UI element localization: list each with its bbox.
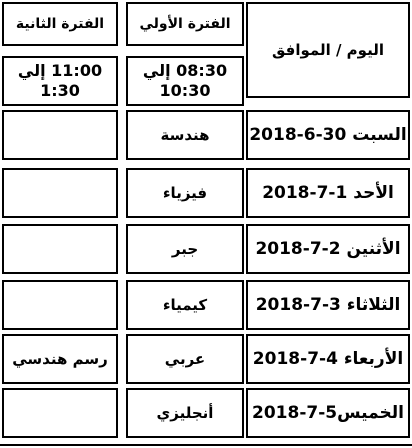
cell-period-2-row-6 — [2, 388, 118, 438]
time-period-2-start: 11:00 إلي — [17, 61, 103, 80]
header-day-date — [246, 2, 410, 98]
cell-day-row-5 — [246, 334, 410, 384]
cell-period-2-row-1 — [2, 110, 118, 160]
subject-period-1-row-4: كيمياء — [162, 296, 208, 314]
day-date-row-1: السبت 30-6-2018 — [249, 125, 407, 145]
cell-day-row-1 — [246, 110, 410, 160]
cell-day-row-2 — [246, 168, 410, 218]
header-period-2-label: الفترة الثانية — [15, 16, 105, 32]
cell-period-2-row-2 — [2, 168, 118, 218]
day-date-row-5: الأربعاء 4-7-2018 — [252, 349, 404, 369]
header-day-date-label: اليوم / الموافق — [272, 41, 384, 59]
cell-period-1-row-6 — [126, 388, 244, 438]
subject-period-1-row-1: هندسة — [160, 126, 210, 144]
subject-period-1-row-5: عربي — [164, 350, 206, 368]
header-period-1 — [126, 2, 244, 46]
day-date-row-4: الثلاثاء 3-7-2018 — [255, 295, 401, 315]
table-bottom-border — [0, 444, 412, 446]
cell-period-1-row-5 — [126, 334, 244, 384]
cell-period-1-row-4 — [126, 280, 244, 330]
cell-period-2-row-3 — [2, 224, 118, 274]
subject-period-1-row-6: أنجليزي — [156, 404, 214, 422]
cell-period-1-row-1 — [126, 110, 244, 160]
subject-period-1-row-2: فيزياء — [162, 184, 208, 202]
subject-period-2-row-5: رسم هندسي — [12, 350, 108, 368]
day-date-row-6: الخميس5-7-2018 — [252, 403, 404, 423]
time-period-1-start: 08:30 إلي — [142, 61, 228, 80]
cell-period-1-row-3 — [126, 224, 244, 274]
day-date-row-3: الأثنين 2-7-2018 — [255, 239, 401, 259]
cell-day-row-4 — [246, 280, 410, 330]
cell-day-row-3 — [246, 224, 410, 274]
header-period-2 — [2, 2, 118, 46]
header-period-1-label: الفترة الأولي — [139, 16, 231, 32]
subject-period-1-row-3: جبر — [171, 240, 199, 258]
cell-period-2-row-5 — [2, 334, 118, 384]
day-date-row-2: الأحد 1-7-2018 — [262, 183, 394, 203]
time-period-1 — [126, 56, 244, 106]
cell-period-1-row-2 — [126, 168, 244, 218]
cell-period-2-row-4 — [2, 280, 118, 330]
time-period-2 — [2, 56, 118, 106]
time-period-1-end: 10:30 — [159, 81, 211, 100]
time-period-2-end: 1:30 — [40, 81, 80, 100]
cell-day-row-6 — [246, 388, 410, 438]
